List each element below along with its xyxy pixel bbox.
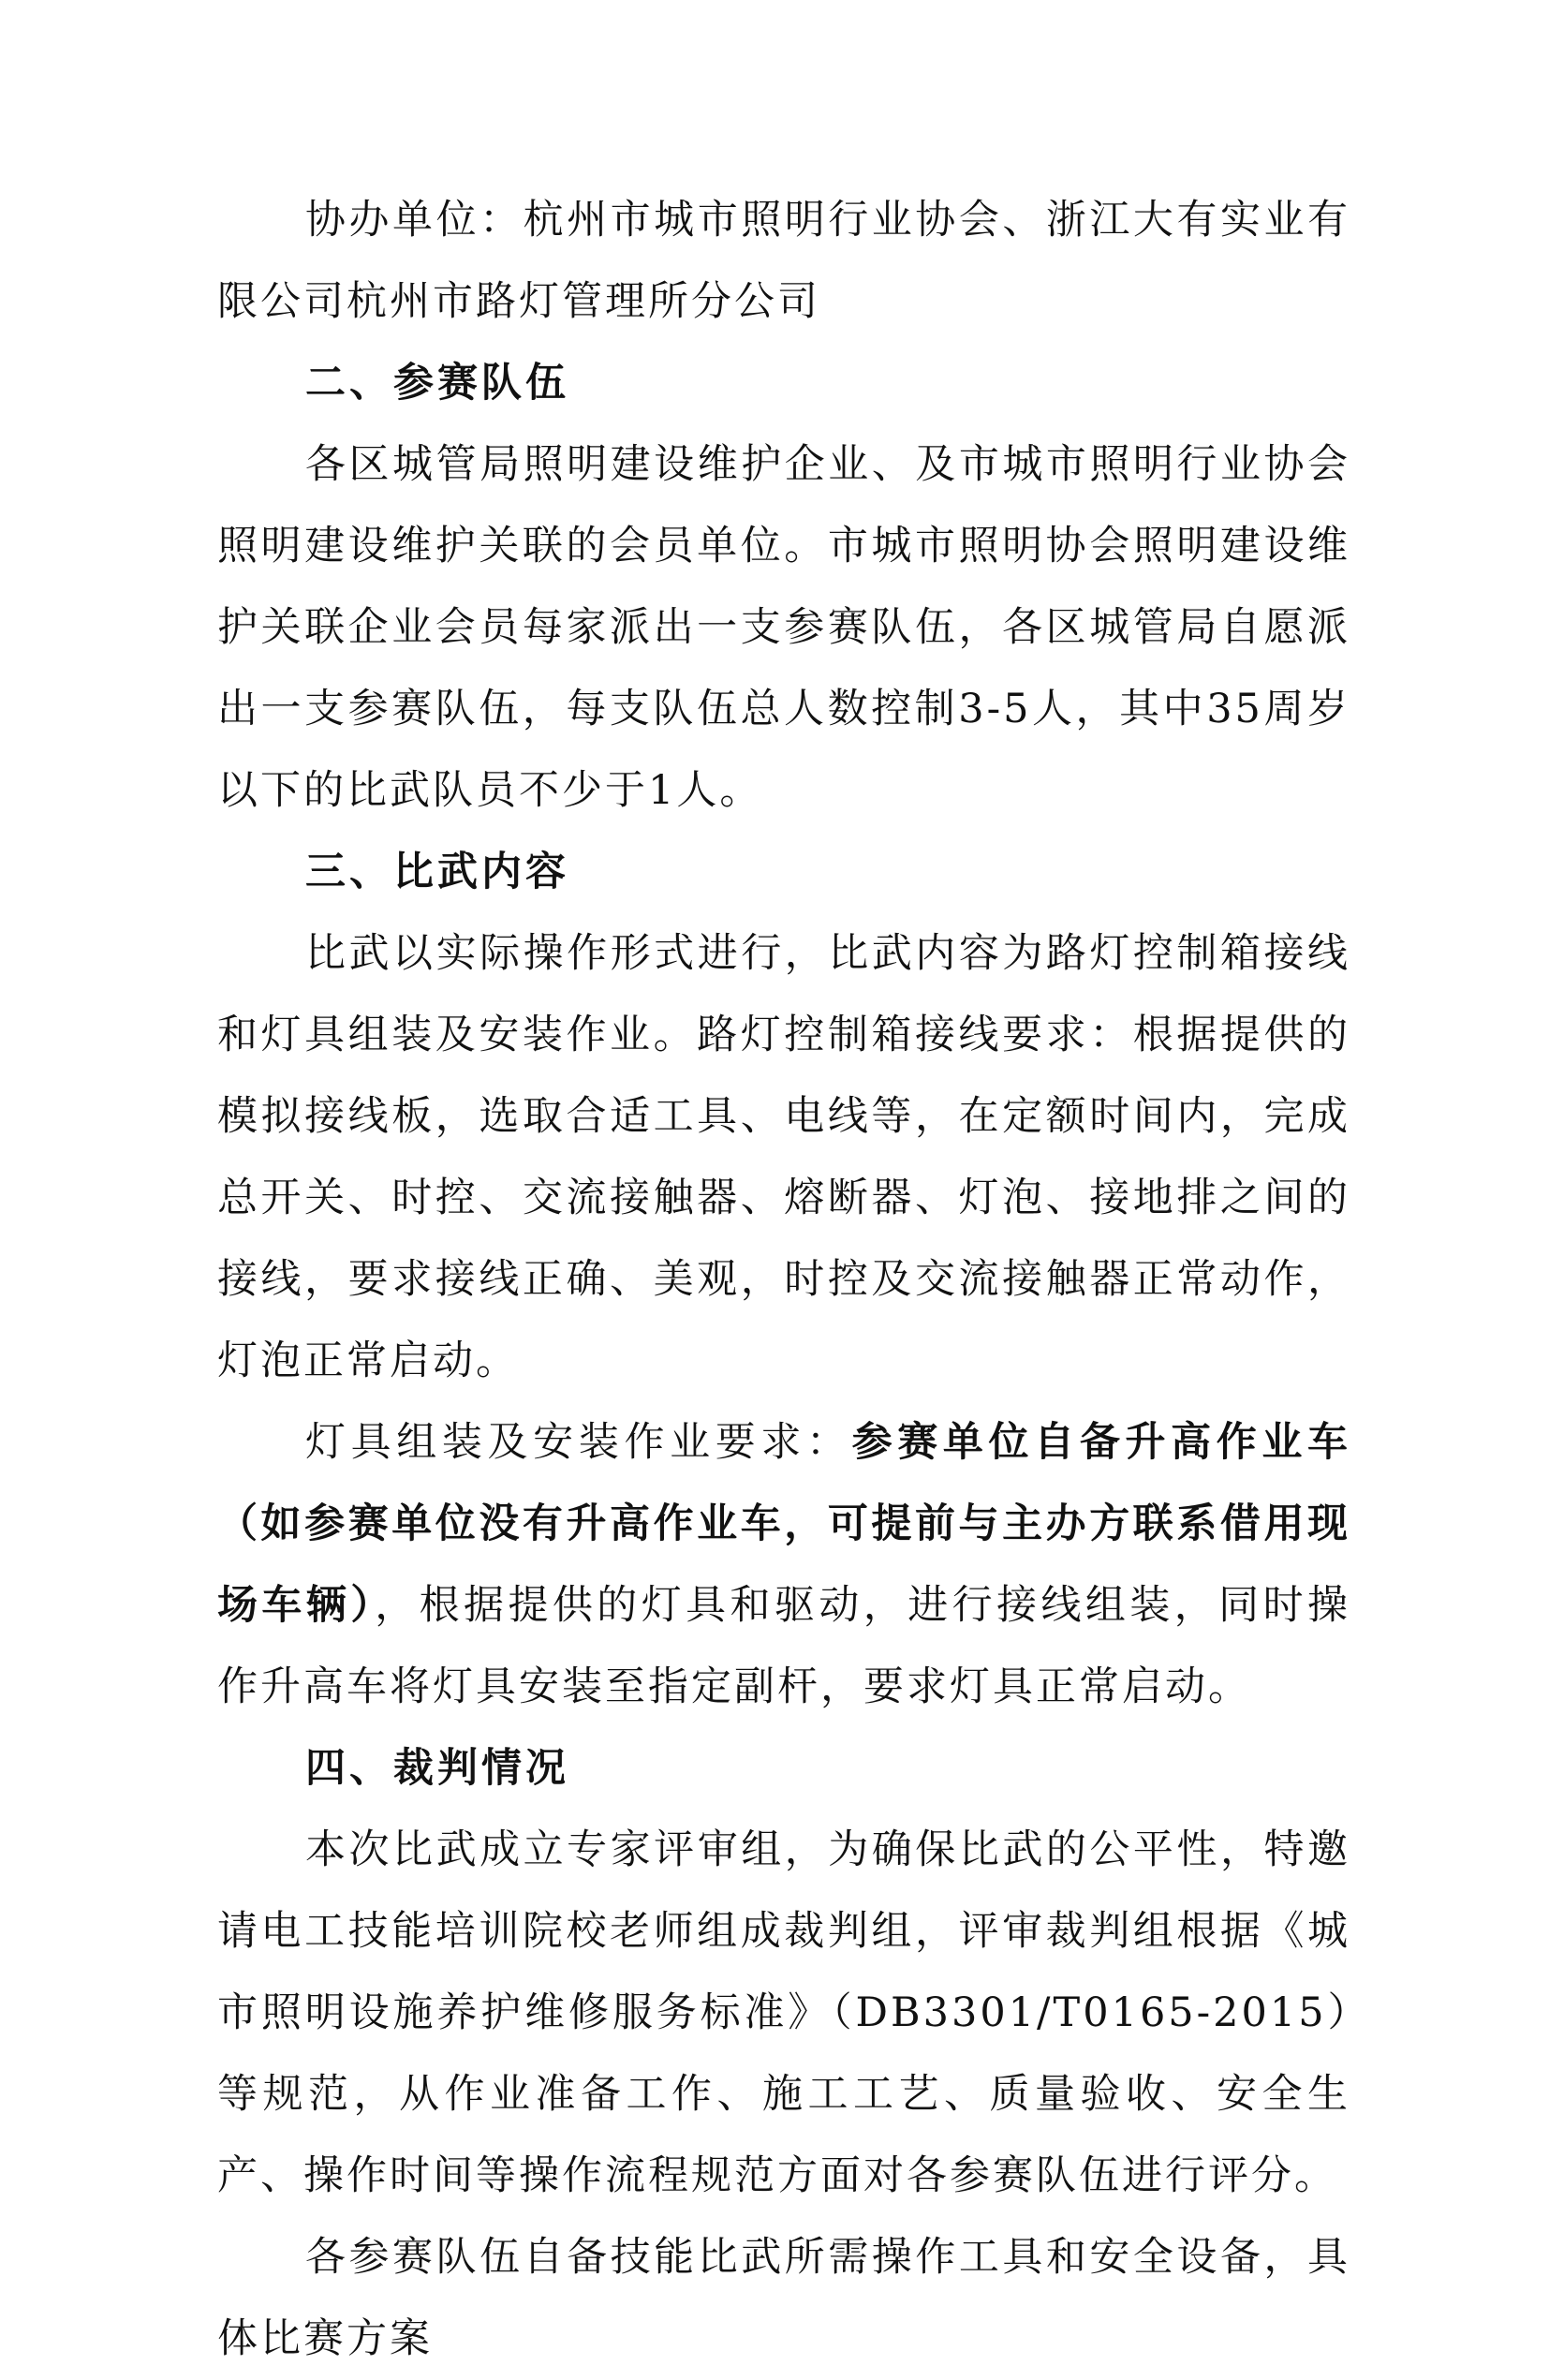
section-3-body-2	[217, 1402, 1350, 1728]
section-3-heading: 三、比武内容	[305, 849, 569, 895]
section-4-heading: 四、裁判情况	[305, 1745, 569, 1792]
organizers-paragraph	[217, 180, 1350, 343]
document-body	[217, 180, 1350, 2380]
section-4-body-2: 各参赛队伍自备技能比武所需操作工具和安全设备，具体比赛方案	[217, 2234, 1350, 2362]
section-3-body-2-prefix: 灯具组装及安装作业要求：	[305, 1419, 852, 1466]
section-3-body-1: 比武以实际操作形式进行，比武内容为路灯控制箱接线和灯具组装及安装作业。路灯控制箱接线要求：根据提供的模拟接线板，选取合适工具、电线等，在定额时间内，完成总开关、时控、交流接触器、熔断器、灯泡、接地排之间的接线，要求接线正确、美观，时控及交流接触器正常动作，灯泡正常启动。	[217, 930, 1350, 1384]
section-2-heading: 二、参赛队伍	[305, 360, 569, 407]
section-2-body: 各区城管局照明建设维护企业、及市城市照明行业协会照明建设维护关联的会员单位。市城市照明协会照明建设维护关联企业会员每家派出一支参赛队伍，各区城管局自愿派出一支参赛队伍，每支队伍总人数控制3-5人，其中35周岁以下的比武队员不少于1人。	[217, 441, 1350, 814]
organizers-text: 杭州市城市照明行业协会、浙江大有实业有限公司杭州市路灯管理所分公司	[217, 197, 1351, 325]
section-3-body-2-suffix: ，根据提供的灯具和驱动，进行接线组装，同时操作升高车将灯具安装至指定副杆，要求灯具正常启动。	[217, 1582, 1351, 1710]
section-3-body-2-bold: 参赛单位自备升高作业车（如参赛单位没有升高作业车，可提前与主办方联系借用现场车辆）	[217, 1419, 1351, 1629]
organizers-label: 协办单位：	[305, 197, 524, 244]
section-4-body-1: 本次比武成立专家评审组，为确保比武的公平性，特邀请电工技能培训院校老师组成裁判组，评审裁判组根据《城市照明设施养护维修服务标准》（DB3301/T0165-2015）等规范，从作业准备工作、施工工艺、质量验收、安全生产、操作时间等操作流程规范方面对各参赛队伍进行评分。	[217, 1826, 1350, 2199]
